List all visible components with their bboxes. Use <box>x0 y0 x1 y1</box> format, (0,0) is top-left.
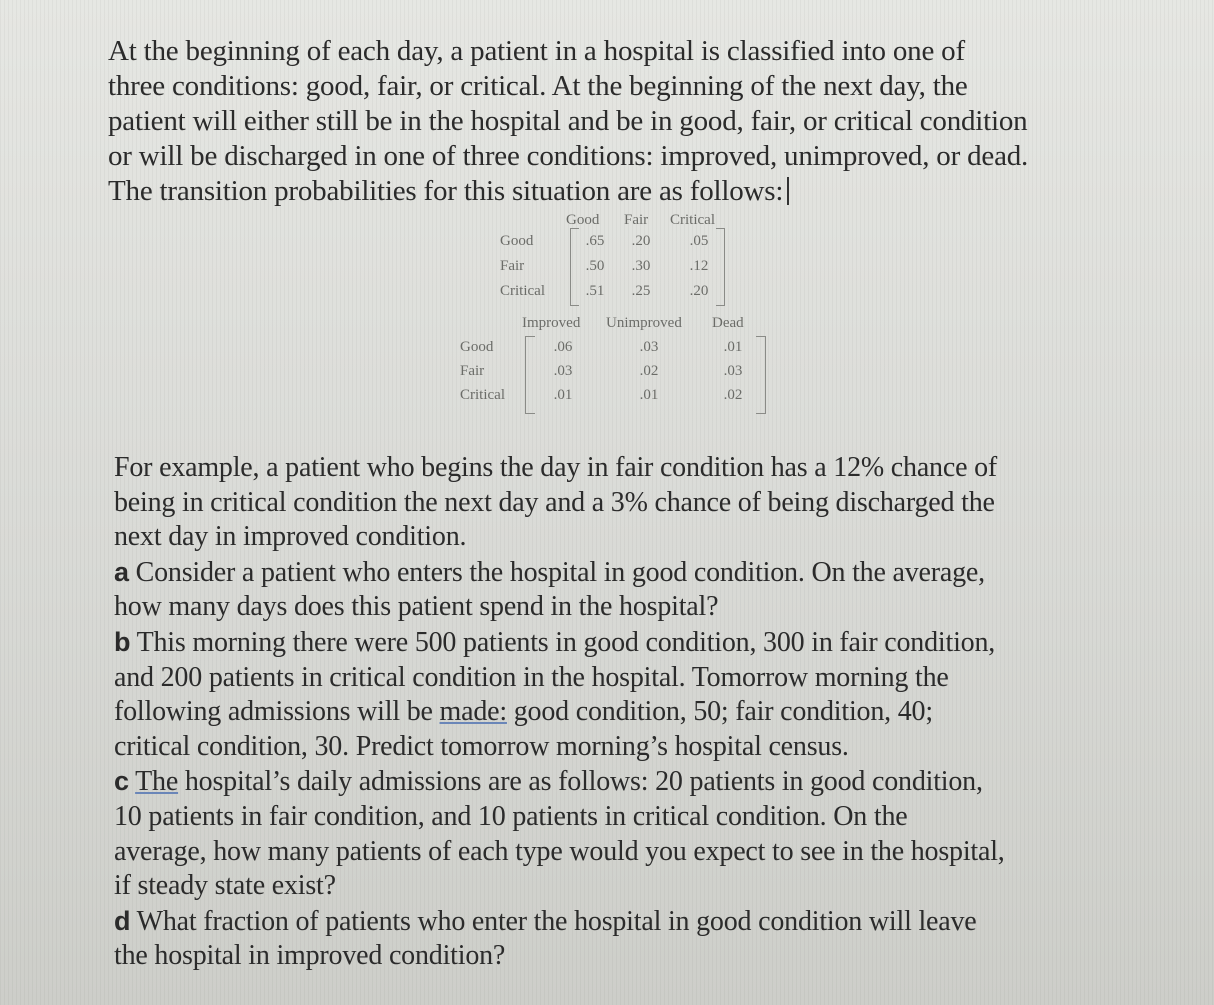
intro-line: The transition probabilities for this situation are as follows: <box>108 174 1108 209</box>
question-d: d What fraction of patients who enter the hospital in good condition will leave <box>114 905 977 937</box>
matrix-cell: .01 <box>723 339 743 355</box>
question-d-cont: the hospital in improved condition? <box>114 940 506 972</box>
matrix-cell: .02 <box>723 387 743 403</box>
matrix-cell: .65 <box>585 233 605 249</box>
question-b-cont: critical condition, 30. Predict tomorrow morning’s hospital census. <box>114 730 849 762</box>
question-b-cont: following admissions will be made: good condition, 50; fair condition, 40; <box>114 696 933 728</box>
question-b-cont: and 200 patients in critical condition in the hospital. Tomorrow morning the <box>114 661 949 693</box>
question-b: b This morning there were 500 patients in good condition, 300 in fair condition, <box>114 626 996 658</box>
matrix-cell: .03 <box>723 363 743 379</box>
matrix-cell: .06 <box>553 339 573 355</box>
matrix-cell: .05 <box>689 233 709 249</box>
question-c: c The hospital’s daily admissions are as follows: 20 patients in good condition, <box>114 766 983 798</box>
question-c-cont: 10 patients in fair condition, and 10 patients in critical condition. On the <box>114 800 908 832</box>
question-c-cont: if steady state exist? <box>114 870 336 902</box>
row-label: Good <box>500 233 534 249</box>
example-line: next day in improved condition. <box>114 521 467 553</box>
question-label: b <box>114 626 131 657</box>
question-a-cont: how many days does this patient spend in the hospital? <box>114 591 719 623</box>
intro-line: three conditions: good, fair, or critical. At the beginning of the next day, the <box>108 70 968 102</box>
column-header: Unimproved <box>606 315 682 331</box>
question-label: c <box>114 766 129 797</box>
matrix-bracket-left <box>525 336 535 414</box>
column-header: Improved <box>522 315 581 331</box>
row-label: Critical <box>460 387 505 403</box>
matrix-bracket-right <box>756 336 766 414</box>
matrix-cell: .02 <box>639 363 659 379</box>
column-header: Dead <box>712 315 744 331</box>
question-a: a Consider a patient who enters the hospital in good condition. On the average, <box>114 556 985 588</box>
question-c-cont: average, how many patients of each type would you expect to see in the hospital, <box>114 835 1005 867</box>
matrix-cell: .50 <box>585 258 605 274</box>
column-header: Fair <box>624 212 649 228</box>
example-line: being in critical condition the next day and a 3% chance of being discharged the <box>114 486 995 518</box>
row-label: Fair <box>460 363 485 379</box>
question-label: a <box>114 556 129 587</box>
problem-intro <box>108 34 1108 209</box>
matrix-cell: .25 <box>631 283 651 299</box>
matrix-cell: .03 <box>553 363 573 379</box>
matrix-cell: .01 <box>553 387 573 403</box>
matrix-cell: .03 <box>639 339 659 355</box>
example-and-questions <box>114 451 1104 974</box>
matrix-cell: .01 <box>639 387 659 403</box>
column-header: Critical <box>670 212 715 228</box>
row-label: Fair <box>500 258 525 274</box>
matrix-cell: .20 <box>689 283 709 299</box>
row-label: Good <box>460 339 494 355</box>
matrix-bracket-right <box>716 228 725 306</box>
matrix-cell: .30 <box>631 258 651 274</box>
matrix-cell: .51 <box>585 283 605 299</box>
text-cursor <box>787 177 789 205</box>
row-label: Critical <box>500 283 545 299</box>
intro-line: or will be discharged in one of three conditions: improved, unimproved, or dead. <box>108 140 1029 172</box>
matrix-cell: .12 <box>689 258 709 274</box>
intro-line: At the beginning of each day, a patient in a hospital is classified into one of <box>108 35 965 67</box>
intro-line: patient will either still be in the hospital and be in good, fair, or critical condition <box>108 105 1028 137</box>
column-header: Good <box>566 212 600 228</box>
question-label: d <box>114 905 131 936</box>
matrix-bracket-left <box>570 228 579 306</box>
example-line: For example, a patient who begins the day in fair condition has a 12% chance of <box>114 452 998 483</box>
matrix-cell: .20 <box>631 233 651 249</box>
